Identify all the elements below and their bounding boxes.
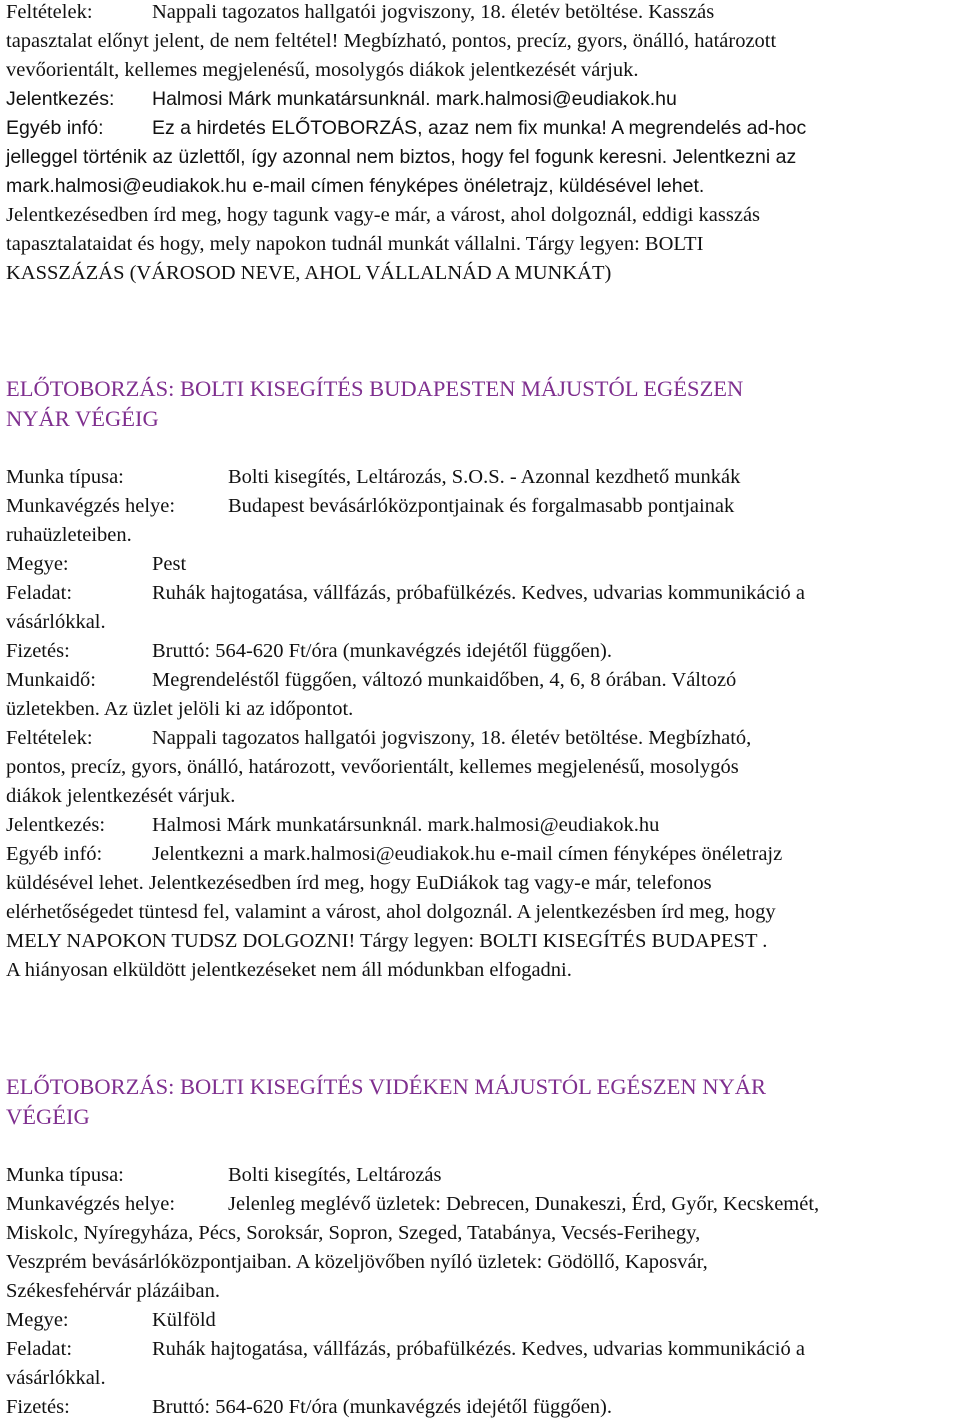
salary-line (6, 1395, 612, 1419)
conditions-text: Nappali tagozatos hallgatói jogviszony, 18. életév betöltése. Megbízható, (152, 727, 752, 749)
task-text: Ruhák hajtogatása, vállfázás, próbafülkézés. Kedves, udvarias kommunikáció a (152, 582, 805, 604)
task-label: Feladat: (6, 1338, 73, 1360)
task-line (6, 581, 805, 605)
task-text: Ruhák hajtogatása, vállfázás, próbafülkézés. Kedves, udvarias kommunikáció a (152, 1338, 805, 1360)
application-line (6, 87, 677, 111)
salary-text: Bruttó: 564-620 Ft/óra (munkavégzés idejétől függően). (152, 1396, 613, 1418)
section-heading: NYÁR VÉGÉIG (6, 406, 159, 431)
text-line: Miskolc, Nyíregyháza, Pécs, Soroksár, Sopron, Szeged, Tatabánya, Vecsés-Ferihegy, (6, 1222, 701, 1244)
county-text: Pest (152, 553, 187, 575)
conditions-label: Feltételek: (6, 727, 93, 749)
text-line: KASSZÁZÁS (VÁROSOD NEVE, AHOL VÁLLALNÁD A MUNKÁT) (6, 262, 612, 284)
application-text: Halmosi Márk munkatársunknál. mark.halmosi@eudiakok.hu (152, 88, 677, 110)
job-type-label: Munka típusa: (6, 466, 124, 488)
text-line: pontos, precíz, gyors, önálló, határozott, vevőorientált, kellemes megjelenésű, mosolygós (6, 756, 739, 778)
task-line (6, 1337, 805, 1361)
worktime-text: Megrendeléstől függően, változó munkaidőben, 4, 6, 8 órában. Változó (152, 669, 737, 691)
county-line (6, 1308, 216, 1332)
county-text: Külföld (152, 1309, 216, 1331)
text-line: jelleggel történik az üzlettől, így azonnal nem biztos, hogy fel fogunk keresni. Jelentkezni az (6, 146, 797, 168)
text-line: tapasztalataidat és hogy, mely napokon tudnál munkát vállalni. Tárgy legyen: BOLTI (6, 233, 704, 255)
county-line (6, 552, 186, 576)
workplace-label: Munkavégzés helye: (6, 1193, 176, 1215)
text-line: üzletekben. Az üzlet jelöli ki az időpontot. (6, 698, 354, 720)
text-line: Veszprém bevásárlóközpontjaiban. A közeljövőben nyíló üzletek: Gödöllő, Kaposvár, (6, 1251, 708, 1273)
text-line: MELY NAPOKON TUDSZ DOLGOZNI! Tárgy legyen: BOLTI KISEGÍTÉS BUDAPEST . (6, 930, 768, 952)
job-type-text: Bolti kisegítés, Leltározás (228, 1164, 442, 1186)
other-info-line (6, 842, 782, 866)
text-line: küldésével lehet. Jelentkezésedben írd meg, hogy EuDiákok tag vagy-e már, telefonos (6, 872, 712, 894)
application-label: Jelentkezés: (6, 88, 115, 110)
conditions-text: Nappali tagozatos hallgatói jogviszony, 18. életév betöltése. Kasszás (152, 1, 715, 23)
job-type-text: Bolti kisegítés, Leltározás, S.O.S. - Azonnal kezdhető munkák (228, 466, 741, 488)
section-heading: VÉGÉIG (6, 1104, 90, 1129)
text-line: Székesfehérvár plázáiban. (6, 1280, 220, 1302)
text-line: vásárlókkal. (6, 1367, 106, 1389)
county-label: Megye: (6, 553, 69, 575)
text-line: ruhaüzleteiben. (6, 524, 132, 546)
workplace-line (6, 494, 734, 518)
salary-label: Fizetés: (6, 1396, 70, 1418)
other-info-line (6, 116, 806, 140)
conditions-line (6, 0, 714, 24)
workplace-label: Munkavégzés helye: (6, 495, 176, 517)
text-line: elérhetőségedet tüntesd fel, valamint a várost, ahol dolgoznál. A jelentkezésben írd meg, hogy (6, 901, 776, 923)
job-type-label: Munka típusa: (6, 1164, 124, 1186)
other-info-text: Jelentkezni a mark.halmosi@eudiakok.hu e-mail címen fényképes önéletrajz (152, 843, 783, 865)
conditions-line (6, 726, 751, 750)
text-line: vevőorientált, kellemes megjelenésű, mosolygós diákok jelentkezését várjuk. (6, 59, 639, 81)
worktime-line (6, 668, 736, 692)
text-line: mark.halmosi@eudiakok.hu e-mail címen fényképes önéletrajz, küldésével lehet. (6, 175, 705, 197)
other-info-label: Egyéb infó: (6, 117, 104, 139)
conditions-label: Feltételek: (6, 1, 93, 23)
application-text: Halmosi Márk munkatársunknál. mark.halmosi@eudiakok.hu (152, 814, 660, 836)
workplace-line (6, 1192, 819, 1216)
text-line: A hiányosan elküldött jelentkezéseket nem áll módunkban elfogadni. (6, 959, 572, 981)
application-label: Jelentkezés: (6, 814, 106, 836)
job-type-line (6, 1163, 442, 1187)
text-line: vásárlókkal. (6, 611, 106, 633)
text-line: diákok jelentkezését várjuk. (6, 785, 236, 807)
salary-text: Bruttó: 564-620 Ft/óra (munkavégzés idejétől függően). (152, 640, 613, 662)
section-heading: ELŐTOBORZÁS: BOLTI KISEGÍTÉS BUDAPESTEN MÁJUSTÓL EGÉSZEN (6, 376, 744, 401)
worktime-label: Munkaidő: (6, 669, 96, 691)
text-line: tapasztalat előnyt jelent, de nem feltétel! Megbízható, pontos, precíz, gyors, önálló, határozott (6, 30, 777, 52)
workplace-text: Budapest bevásárlóközpontjainak és forgalmasabb pontjainak (228, 495, 735, 517)
application-line (6, 813, 659, 837)
workplace-text: Jelenleg meglévő üzletek: Debrecen, Dunakeszi, Érd, Győr, Kecskemét, (228, 1193, 820, 1215)
text-line: Jelentkezésedben írd meg, hogy tagunk vagy-e már, a várost, ahol dolgoznál, eddigi kasszás (6, 204, 761, 226)
other-info-text: Ez a hirdetés ELŐTOBORZÁS, azaz nem fix munka! A megrendelés ad-hoc (152, 117, 807, 139)
section-heading: ELŐTOBORZÁS: BOLTI KISEGÍTÉS VIDÉKEN MÁJUSTÓL EGÉSZEN NYÁR (6, 1074, 766, 1099)
county-label: Megye: (6, 1309, 69, 1331)
task-label: Feladat: (6, 582, 73, 604)
salary-line (6, 639, 612, 663)
salary-label: Fizetés: (6, 640, 70, 662)
job-type-line (6, 465, 740, 489)
other-info-label: Egyéb infó: (6, 843, 103, 865)
